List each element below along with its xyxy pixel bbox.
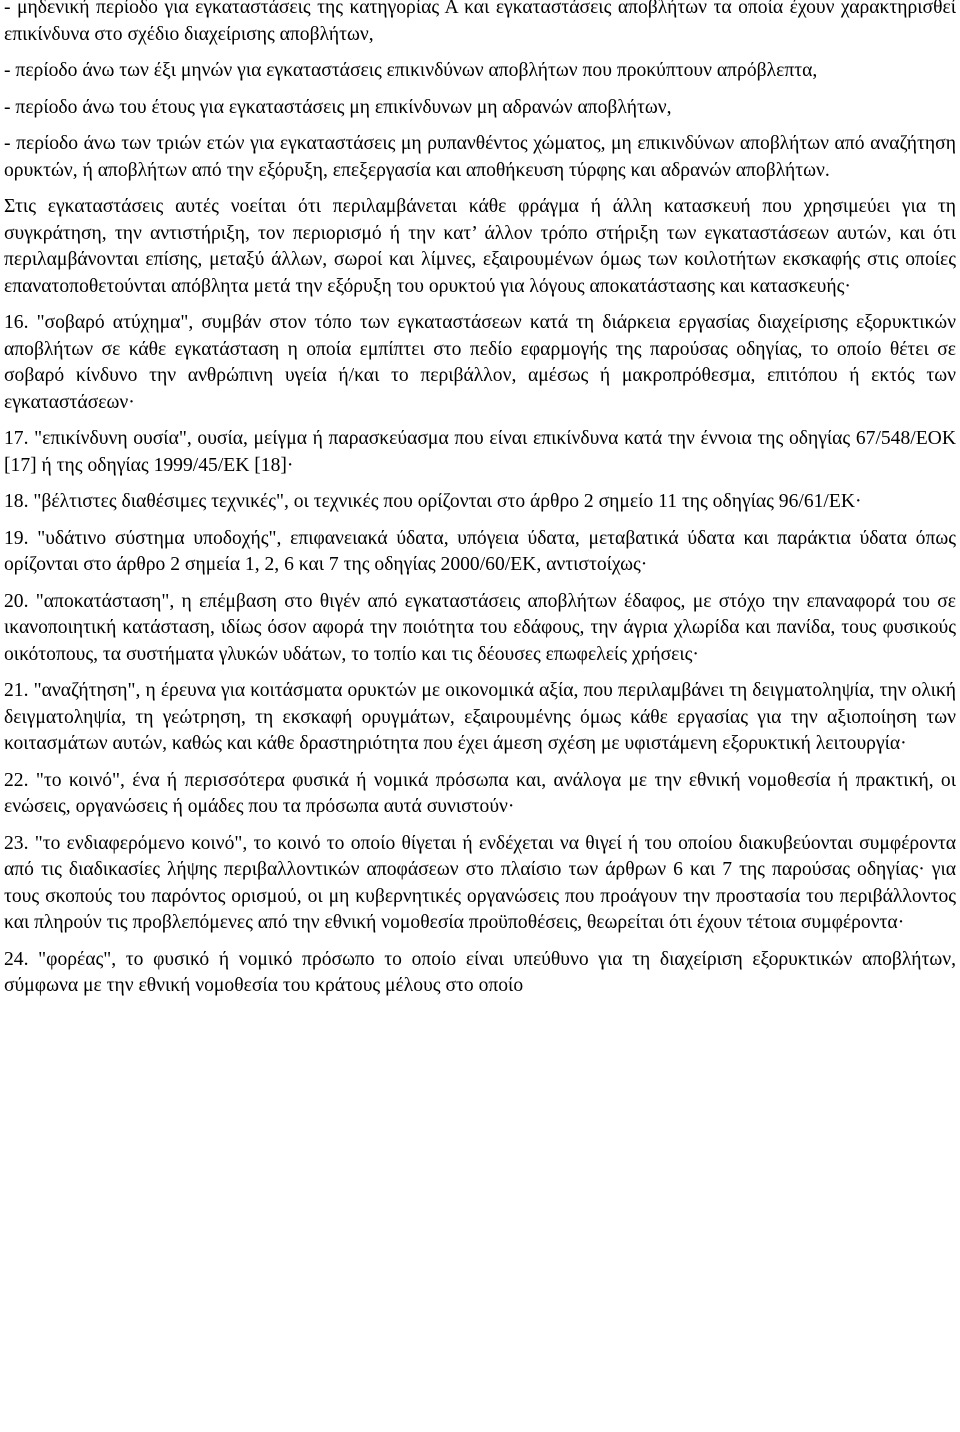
definition-18: 18. "βέλτιστες διαθέσιμες τεχνικές", οι τεχνικές που ορίζονται στο άρθρο 2 σημείο 11 της οδηγίας 96/61/ΕΚ·: [4, 491, 862, 512]
definition-20: 20. "αποκατάσταση", η επέμβαση στο θιγέν από εγκαταστάσεις αποβλήτων έδαφος, με στόχο την επαναφορά του σε ικανοποιητική κατάσταση, ιδίως όσον αφορά την ποιότητα του εδάφους, την άγρια χλωρίδα και πανίδα, τους φυσικούς οικότοπους, τα συστήματα γλυκών υδάτων, το τοπίο και τις δέουσες επωφελείς χρήσεις·: [4, 590, 956, 665]
paragraph-facilities-scope: Στις εγκαταστάσεις αυτές νοείται ότι περιλαμβάνεται κάθε φράγμα ή άλλη κατασκευή που χρησιμεύει για τη συγκράτηση, την αντιστήριξη, τον περιορισμό ή την κατ’ άλλον τρόπο στήριξη των εγκαταστάσεων αυτών, και ότι περιλαμβάνονται επίσης, μεταξύ άλλων, σωροί και λίμνες, εξαιρουμένων όμως των κοιλοτήτων εκσκαφής στις οποίες επανατοποθετούνται απόβλητα μετά την εξόρυξη του ορυκτού για λόγους αποκατάστασης και κατασκευής·: [4, 196, 956, 297]
definition-21: 21. "αναζήτηση", η έρευνα για κοιτάσματα ορυκτών με οικονομικά αξία, που περιλαμβάνει τη δειγματοληψία, την ολική δειγματοληψία, τη γεώτρηση, τη εκσκαφή ορυγμάτων, εξαιρουμένης όμως κάθε εργασίας για την αξιοποίηση των κοιτασμάτων αυτών, καθώς και κάθε δραστηριότητα που έχει άμεση σχέση με υφιστάμενη εξορυκτική λειτουργία·: [4, 680, 956, 754]
definition-16: 16. "σοβαρό ατύχημα", συμβάν στον τόπο των εγκαταστάσεων κατά τη διάρκεια εργασίας διαχείρισης εξορυκτικών αποβλήτων σε κάθε εγκατάσταση η οποία εμπίπτει στο πεδίο εφαρμογής της παρούσας οδηγίας, το οποίο θέτει σε σοβαρό κίνδυνο την ανθρώπινη υγεία ή/και το περιβάλλον, αμέσως ή μακροπρόθεσμα, επιτόπου ή εκτός των εγκαταστάσεων·: [4, 312, 956, 413]
paragraph-one-year: - περίοδο άνω του έτους για εγκαταστάσεις μη επικίνδυνων μη αδρανών αποβλήτων,: [4, 96, 672, 118]
paragraph-three-years: - περίοδο άνω των τριών ετών για εγκαταστάσεις μη ρυπανθέντος χώματος, μη επικινδύνων αποβλήτων από αναζήτηση ορυκτών, ή αποβλήτων από την εξόρυξη, επεξεργασία και αποθήκευση τύρφης και αδρανών αποβλήτων.: [4, 133, 956, 181]
definition-22: 22. "το κοινό", ένα ή περισσότερα φυσικά ή νομικά πρόσωπα και, ανάλογα με την εθνική νομοθεσία ή πρακτική, οι ενώσεις, οργανώσεις ή ομάδες που τα πρόσωπα αυτά συνιστούν·: [4, 769, 956, 817]
definition-23: 23. "το ενδιαφερόμενο κοινό", το κοινό το οποίο θίγεται ή ενδέχεται να θιγεί ή του οποίου διακυβεύονται συμφέροντα από τις διαδικασίες λήψης περιβαλλοντικών αποφάσεων στο πλαίσιο των άρθρων 6 και 7 της παρούσας οδηγίας· για τους σκοπούς του παρόντος ορισμού, οι μη κυβερνητικές οργανώσεις που προάγουν την προστασία του περιβάλλοντος και πληρούν τις προβλεπόμενες από την εθνική νομοθεσία προϋποθέσεις, θεωρείται ότι έχουν τέτοια συμφέροντα·: [4, 832, 956, 933]
definition-24: 24. "φορέας", το φυσικό ή νομικό πρόσωπο το οποίο είναι υπεύθυνο για τη διαχείριση εξορυκτικών αποβλήτων, σύμφωνα με την εθνική νομοθεσία του κράτους μέλους στο οποίο: [4, 948, 956, 996]
paragraph-six-months: - περίοδο άνω των έξι μηνών για εγκαταστάσεις επικινδύνων αποβλήτων που προκύπτουν απρόβλεπτα,: [4, 60, 818, 81]
paragraph-zero-period: - μηδενική περίοδο για εγκαταστάσεις της κατηγορίας Α και εγκαταστάσεις αποβλήτων τα οποία έχουν χαρακτηρισθεί επικίνδυνα στο σχέδιο διαχείρισης αποβλήτων,: [4, 0, 956, 45]
definition-19: 19. "υδάτινο σύστημα υποδοχής", επιφανειακά ύδατα, υπόγεια ύδατα, μεταβατικά ύδατα και παράκτια ύδατα όπως ορίζονται στο άρθρο 2 σημεία 1, 2, 6 και 7 της οδηγίας 2000/60/ΕΚ, αντιστοίχως·: [4, 527, 956, 575]
definition-17: 17. "επικίνδυνη ουσία", ουσία, μείγμα ή παρασκεύασμα που είναι επικίνδυνα κατά την έννοια της οδηγίας 67/548/ΕΟΚ [17] ή της οδηγίας 1999/45/ΕΚ [18]·: [4, 428, 956, 476]
